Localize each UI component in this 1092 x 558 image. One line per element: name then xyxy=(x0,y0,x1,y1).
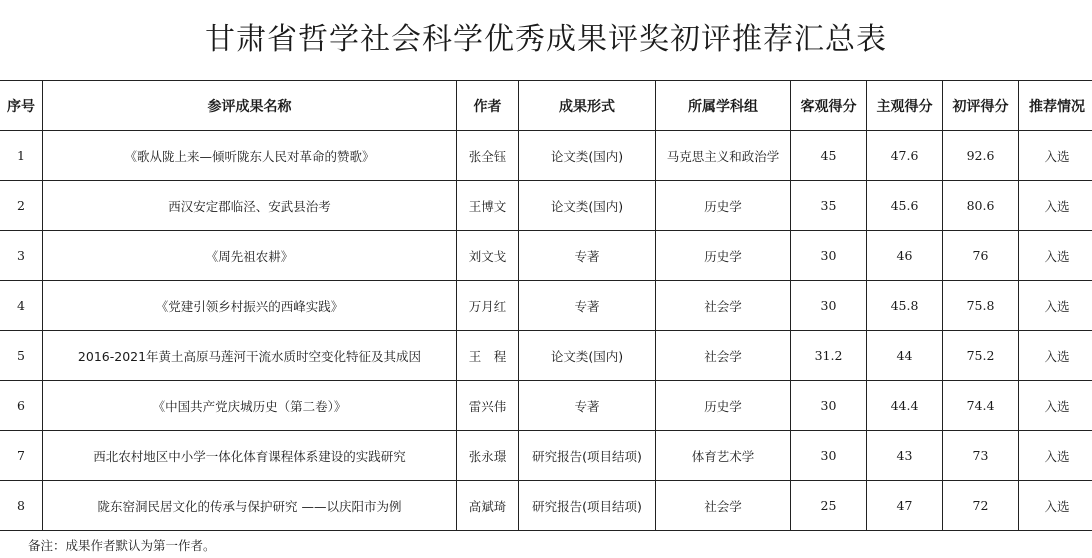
cell-discipline: 社会学 xyxy=(656,331,791,381)
cell-subjective-score: 47 xyxy=(867,481,943,531)
cell-initial-score: 92.6 xyxy=(943,131,1019,181)
cell-subjective-score: 44 xyxy=(867,331,943,381)
cell-form: 论文类(国内) xyxy=(519,331,656,381)
table-row xyxy=(0,381,1092,431)
header-objective-score: 客观得分 xyxy=(791,81,867,131)
cell-title: 《党建引领乡村振兴的西峰实践》 xyxy=(43,281,457,331)
header-index: 序号 xyxy=(0,81,43,131)
cell-discipline: 历史学 xyxy=(656,181,791,231)
cell-initial-score: 74.4 xyxy=(943,381,1019,431)
table-row xyxy=(0,231,1092,281)
cell-title: 西汉安定郡临泾、安武县治考 xyxy=(43,181,457,231)
cell-index: 1 xyxy=(0,131,43,181)
header-title: 参评成果名称 xyxy=(43,81,457,131)
cell-form: 研究报告(项目结项) xyxy=(519,481,656,531)
cell-subjective-score: 45.8 xyxy=(867,281,943,331)
cell-author: 雷兴伟 xyxy=(457,381,519,431)
cell-initial-score: 75.2 xyxy=(943,331,1019,381)
cell-author: 张全钰 xyxy=(457,131,519,181)
table-row xyxy=(0,481,1092,531)
cell-subjective-score: 43 xyxy=(867,431,943,481)
table-row xyxy=(0,281,1092,331)
cell-index: 8 xyxy=(0,481,43,531)
cell-initial-score: 73 xyxy=(943,431,1019,481)
cell-objective-score: 45 xyxy=(791,131,867,181)
cell-objective-score: 30 xyxy=(791,381,867,431)
cell-subjective-score: 46 xyxy=(867,231,943,281)
cell-author: 张永璟 xyxy=(457,431,519,481)
cell-discipline: 体育艺术学 xyxy=(656,431,791,481)
cell-recommendation: 入选 xyxy=(1019,231,1092,281)
cell-objective-score: 30 xyxy=(791,231,867,281)
cell-discipline: 历史学 xyxy=(656,231,791,281)
cell-form: 专著 xyxy=(519,231,656,281)
cell-form: 专著 xyxy=(519,281,656,331)
table-row xyxy=(0,131,1092,181)
cell-objective-score: 31.2 xyxy=(791,331,867,381)
cell-recommendation: 入选 xyxy=(1019,331,1092,381)
cell-subjective-score: 45.6 xyxy=(867,181,943,231)
cell-title: 陇东窑洞民居文化的传承与保护研究 ——以庆阳市为例 xyxy=(43,481,457,531)
cell-objective-score: 35 xyxy=(791,181,867,231)
table-row xyxy=(0,181,1092,231)
cell-objective-score: 30 xyxy=(791,431,867,481)
cell-recommendation: 入选 xyxy=(1019,281,1092,331)
header-author: 作者 xyxy=(457,81,519,131)
cell-recommendation: 入选 xyxy=(1019,181,1092,231)
cell-recommendation: 入选 xyxy=(1019,481,1092,531)
cell-title: 《中国共产党庆城历史（第二卷）》 xyxy=(43,381,457,431)
cell-title: 西北农村地区中小学一体化体育课程体系建设的实践研究 xyxy=(43,431,457,481)
cell-title: 《周先祖农耕》 xyxy=(43,231,457,281)
footnote: 备注：成果作者默认为第一作者。 xyxy=(28,538,216,553)
table-row xyxy=(0,331,1092,381)
header-subjective-score: 主观得分 xyxy=(867,81,943,131)
cell-title: 《歌从陇上来—倾听陇东人民对革命的赞歌》 xyxy=(43,131,457,181)
cell-objective-score: 30 xyxy=(791,281,867,331)
cell-form: 论文类(国内) xyxy=(519,181,656,231)
cell-initial-score: 80.6 xyxy=(943,181,1019,231)
cell-index: 6 xyxy=(0,381,43,431)
cell-title: 2016-2021年黄土高原马莲河干流水质时空变化特征及其成因 xyxy=(43,331,457,381)
cell-form: 研究报告(项目结项) xyxy=(519,431,656,481)
cell-author: 王博文 xyxy=(457,181,519,231)
cell-author: 万月红 xyxy=(457,281,519,331)
cell-recommendation: 入选 xyxy=(1019,131,1092,181)
cell-discipline: 社会学 xyxy=(656,481,791,531)
header-initial-score: 初评得分 xyxy=(943,81,1019,131)
cell-form: 专著 xyxy=(519,381,656,431)
cell-index: 3 xyxy=(0,231,43,281)
cell-objective-score: 25 xyxy=(791,481,867,531)
cell-subjective-score: 44.4 xyxy=(867,381,943,431)
header-recommendation: 推荐情况 xyxy=(1019,81,1092,131)
cell-initial-score: 76 xyxy=(943,231,1019,281)
cell-index: 2 xyxy=(0,181,43,231)
summary-table xyxy=(0,80,1092,531)
cell-discipline: 马克思主义和政治学 xyxy=(656,131,791,181)
cell-recommendation: 入选 xyxy=(1019,431,1092,481)
cell-initial-score: 72 xyxy=(943,481,1019,531)
page-title: 甘肃省哲学社会科学优秀成果评奖初评推荐汇总表 xyxy=(205,22,887,57)
cell-author: 高斌琦 xyxy=(457,481,519,531)
cell-index: 7 xyxy=(0,431,43,481)
cell-index: 4 xyxy=(0,281,43,331)
cell-discipline: 社会学 xyxy=(656,281,791,331)
header-discipline: 所属学科组 xyxy=(656,81,791,131)
table-header-row xyxy=(0,81,1092,131)
cell-initial-score: 75.8 xyxy=(943,281,1019,331)
cell-subjective-score: 47.6 xyxy=(867,131,943,181)
table-row xyxy=(0,431,1092,481)
cell-recommendation: 入选 xyxy=(1019,381,1092,431)
cell-form: 论文类(国内) xyxy=(519,131,656,181)
cell-author: 王 程 xyxy=(457,331,519,381)
cell-index: 5 xyxy=(0,331,43,381)
cell-discipline: 历史学 xyxy=(656,381,791,431)
cell-author: 刘文戈 xyxy=(457,231,519,281)
header-form: 成果形式 xyxy=(519,81,656,131)
